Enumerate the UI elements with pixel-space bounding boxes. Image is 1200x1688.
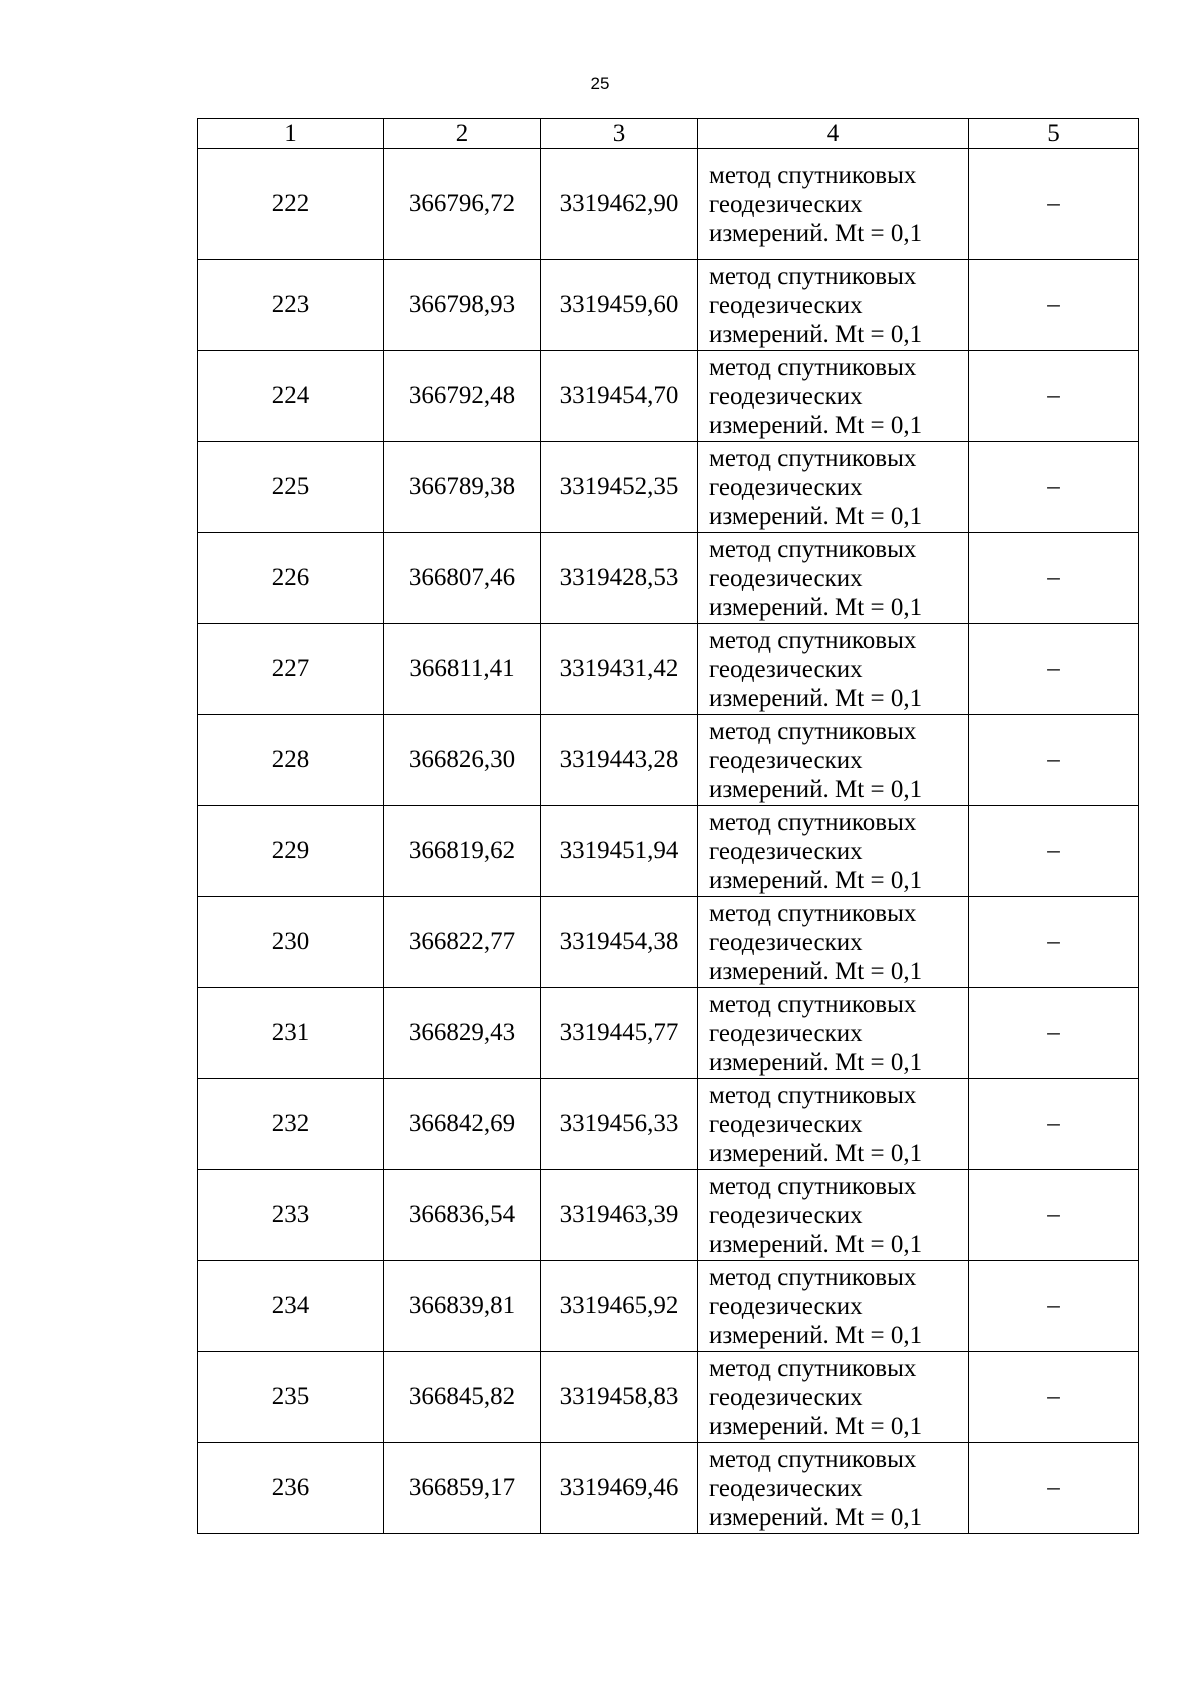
method-cell	[698, 1352, 969, 1443]
method-cell	[698, 533, 969, 624]
point-number-cell: 229	[198, 806, 384, 897]
page-number: 25	[590, 74, 610, 93]
method-line: метод спутниковых	[709, 1172, 917, 1200]
note-cell: –	[969, 149, 1139, 260]
y-coordinate-cell: 3319456,33	[541, 1079, 698, 1170]
method-line: геодезических	[709, 291, 863, 319]
method-cell	[698, 715, 969, 806]
y-coordinate-cell: 3319428,53	[541, 533, 698, 624]
y-coordinate-cell: 3319443,28	[541, 715, 698, 806]
method-line: геодезических	[709, 382, 863, 410]
method-line: метод спутниковых	[709, 1081, 917, 1109]
x-coordinate-cell: 366829,43	[384, 988, 541, 1079]
table-row	[198, 988, 1139, 1079]
method-line: метод спутниковых	[709, 990, 917, 1018]
method-cell	[698, 1443, 969, 1534]
method-line: метод спутниковых	[709, 1445, 917, 1473]
method-line: геодезических	[709, 1110, 863, 1138]
method-line: измерений. Mt = 0,1	[709, 502, 923, 530]
y-coordinate-cell: 3319462,90	[541, 149, 698, 260]
note-cell: –	[969, 806, 1139, 897]
note-cell: –	[969, 1443, 1139, 1534]
y-coordinate-cell: 3319454,38	[541, 897, 698, 988]
note-cell: –	[969, 442, 1139, 533]
method-line: геодезических	[709, 1292, 863, 1320]
method-cell	[698, 1079, 969, 1170]
method-line: измерений. Mt = 0,1	[709, 684, 923, 712]
table-row	[198, 897, 1139, 988]
method-line: метод спутниковых	[709, 1354, 917, 1382]
method-line: геодезических	[709, 1383, 863, 1411]
point-number-cell: 227	[198, 624, 384, 715]
header-col-5: 5	[969, 119, 1139, 149]
method-line: геодезических	[709, 928, 863, 956]
method-cell	[698, 442, 969, 533]
method-line: метод спутниковых	[709, 535, 917, 563]
y-coordinate-cell: 3319452,35	[541, 442, 698, 533]
method-line: измерений. Mt = 0,1	[709, 411, 923, 439]
y-coordinate-cell: 3319459,60	[541, 260, 698, 351]
method-line: геодезических	[709, 1201, 863, 1229]
point-number-cell: 223	[198, 260, 384, 351]
y-coordinate-cell: 3319463,39	[541, 1170, 698, 1261]
point-number-cell: 235	[198, 1352, 384, 1443]
x-coordinate-cell: 366789,38	[384, 442, 541, 533]
method-line: метод спутниковых	[709, 626, 917, 654]
x-coordinate-cell: 366826,30	[384, 715, 541, 806]
table-row	[198, 1261, 1139, 1352]
method-cell	[698, 1170, 969, 1261]
x-coordinate-cell: 366819,62	[384, 806, 541, 897]
coordinates-table	[197, 118, 1139, 1534]
y-coordinate-cell: 3319454,70	[541, 351, 698, 442]
y-coordinate-cell: 3319465,92	[541, 1261, 698, 1352]
y-coordinate-cell: 3319451,94	[541, 806, 698, 897]
note-cell: –	[969, 715, 1139, 806]
method-line: геодезических	[709, 473, 863, 501]
method-cell	[698, 260, 969, 351]
method-line: метод спутниковых	[709, 161, 917, 189]
table-row	[198, 1352, 1139, 1443]
header-col-1: 1	[198, 119, 384, 149]
method-line: геодезических	[709, 1019, 863, 1047]
method-line: метод спутниковых	[709, 717, 917, 745]
y-coordinate-cell: 3319469,46	[541, 1443, 698, 1534]
method-cell	[698, 806, 969, 897]
header-col-3: 3	[541, 119, 698, 149]
method-line: измерений. Mt = 0,1	[709, 957, 923, 985]
note-cell: –	[969, 624, 1139, 715]
point-number-cell: 222	[198, 149, 384, 260]
table-row	[198, 1079, 1139, 1170]
x-coordinate-cell: 366842,69	[384, 1079, 541, 1170]
method-line: измерений. Mt = 0,1	[709, 1412, 923, 1440]
point-number-cell: 232	[198, 1079, 384, 1170]
method-line: измерений. Mt = 0,1	[709, 1321, 923, 1349]
method-cell	[698, 624, 969, 715]
point-number-cell: 233	[198, 1170, 384, 1261]
method-cell	[698, 351, 969, 442]
note-cell: –	[969, 897, 1139, 988]
note-cell: –	[969, 1261, 1139, 1352]
point-number-cell: 231	[198, 988, 384, 1079]
y-coordinate-cell: 3319458,83	[541, 1352, 698, 1443]
x-coordinate-cell: 366807,46	[384, 533, 541, 624]
method-cell	[698, 149, 969, 260]
method-line: геодезических	[709, 190, 863, 218]
table-row	[198, 533, 1139, 624]
method-line: измерений. Mt = 0,1	[709, 1503, 923, 1531]
method-cell	[698, 988, 969, 1079]
x-coordinate-cell: 366845,82	[384, 1352, 541, 1443]
method-line: метод спутниковых	[709, 899, 917, 927]
method-line: измерений. Mt = 0,1	[709, 775, 923, 803]
method-line: метод спутниковых	[709, 444, 917, 472]
table-row	[198, 260, 1139, 351]
note-cell: –	[969, 533, 1139, 624]
method-line: метод спутниковых	[709, 808, 917, 836]
point-number-cell: 225	[198, 442, 384, 533]
method-line: метод спутниковых	[709, 353, 917, 381]
x-coordinate-cell: 366822,77	[384, 897, 541, 988]
table-header-row	[198, 119, 1139, 149]
method-line: геодезических	[709, 564, 863, 592]
note-cell: –	[969, 988, 1139, 1079]
method-line: геодезических	[709, 1474, 863, 1502]
note-cell: –	[969, 1170, 1139, 1261]
x-coordinate-cell: 366796,72	[384, 149, 541, 260]
method-line: геодезических	[709, 746, 863, 774]
point-number-cell: 230	[198, 897, 384, 988]
x-coordinate-cell: 366792,48	[384, 351, 541, 442]
method-line: измерений. Mt = 0,1	[709, 219, 923, 247]
point-number-cell: 228	[198, 715, 384, 806]
method-line: измерений. Mt = 0,1	[709, 593, 923, 621]
method-cell	[698, 897, 969, 988]
x-coordinate-cell: 366798,93	[384, 260, 541, 351]
method-line: измерений. Mt = 0,1	[709, 1048, 923, 1076]
method-line: геодезических	[709, 837, 863, 865]
method-line: метод спутниковых	[709, 1263, 917, 1291]
table-row	[198, 351, 1139, 442]
x-coordinate-cell: 366811,41	[384, 624, 541, 715]
table-row	[198, 149, 1139, 260]
header-col-4: 4	[698, 119, 969, 149]
note-cell: –	[969, 260, 1139, 351]
table-row	[198, 806, 1139, 897]
coordinates-table-body	[198, 119, 1139, 1534]
table-row	[198, 715, 1139, 806]
method-cell	[698, 1261, 969, 1352]
note-cell: –	[969, 1079, 1139, 1170]
table-row	[198, 1443, 1139, 1534]
point-number-cell: 234	[198, 1261, 384, 1352]
method-line: измерений. Mt = 0,1	[709, 866, 923, 894]
method-line: измерений. Mt = 0,1	[709, 1230, 923, 1258]
method-line: измерений. Mt = 0,1	[709, 1139, 923, 1167]
y-coordinate-cell: 3319445,77	[541, 988, 698, 1079]
y-coordinate-cell: 3319431,42	[541, 624, 698, 715]
note-cell: –	[969, 351, 1139, 442]
table-row	[198, 442, 1139, 533]
x-coordinate-cell: 366836,54	[384, 1170, 541, 1261]
header-col-2: 2	[384, 119, 541, 149]
point-number-cell: 236	[198, 1443, 384, 1534]
table-row	[198, 624, 1139, 715]
method-line: геодезических	[709, 655, 863, 683]
note-cell: –	[969, 1352, 1139, 1443]
x-coordinate-cell: 366859,17	[384, 1443, 541, 1534]
table-row	[198, 1170, 1139, 1261]
method-line: метод спутниковых	[709, 262, 917, 290]
x-coordinate-cell: 366839,81	[384, 1261, 541, 1352]
point-number-cell: 226	[198, 533, 384, 624]
method-line: измерений. Mt = 0,1	[709, 320, 923, 348]
point-number-cell: 224	[198, 351, 384, 442]
